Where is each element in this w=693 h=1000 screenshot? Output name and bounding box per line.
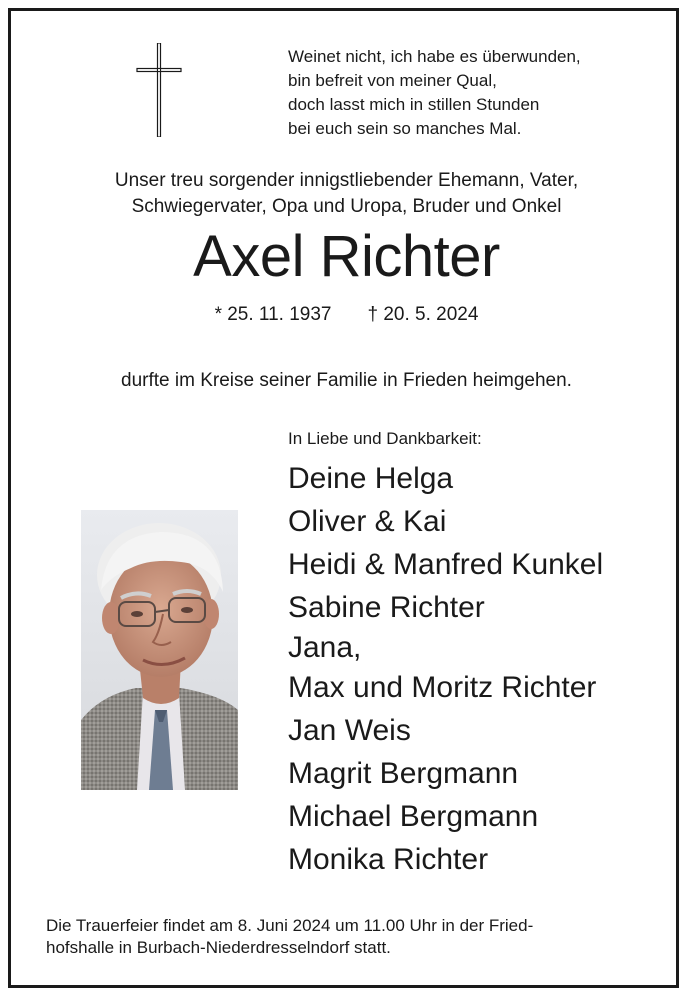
mourner-name: Sabine Richter — [288, 591, 485, 624]
funeral-line: Die Trauerfeier findet am 8. Juni 2024 um 11.00 Uhr in der Fried- — [46, 916, 534, 935]
poem-line: bin befreit von meiner Qual, — [288, 71, 497, 90]
death-date: † 20. 5. 2024 — [367, 304, 479, 325]
poem-line: doch lasst mich in stillen Stunden — [288, 95, 540, 114]
mourners-list — [288, 457, 603, 881]
mourner-name: Oliver & Kai — [288, 505, 447, 538]
portrait-photo — [81, 510, 238, 790]
life-dates — [0, 302, 693, 328]
mourner-name: Jana, — [288, 631, 362, 664]
mourners-heading: In Liebe und Dankbarkeit: — [288, 429, 482, 448]
mourner-name: Max und Moritz Richter — [288, 671, 597, 704]
deceased-name: Axel Richter — [193, 224, 500, 289]
mourner-name: Michael Bergmann — [288, 800, 539, 833]
poem-line: Weinet nicht, ich habe es überwunden, — [288, 47, 581, 66]
mourner-name: Magrit Bergmann — [288, 757, 519, 790]
mourner-name: Monika Richter — [288, 843, 489, 876]
mourner-name: Jan Weis — [288, 714, 411, 747]
poem — [288, 45, 581, 141]
cross-icon — [136, 43, 182, 137]
funeral-line: hofshalle in Burbach-Niederdresselndorf statt. — [46, 938, 391, 957]
birth-date: * 25. 11. 1937 — [214, 304, 332, 325]
mourner-name: Heidi & Manfred Kunkel — [288, 548, 604, 581]
passed-away-text: durfte im Kreise seiner Familie in Frieden heimgehen. — [121, 370, 572, 391]
funeral-notice — [46, 915, 533, 959]
poem-line: bei euch sein so manches Mal. — [288, 119, 522, 138]
intro-text — [0, 168, 693, 220]
intro-line: Schwiegervater, Opa und Uropa, Bruder und Onkel — [131, 196, 562, 217]
mourner-name: Deine Helga — [288, 462, 454, 495]
intro-line: Unser treu sorgender innigstliebender Ehemann, Vater, — [114, 170, 579, 191]
